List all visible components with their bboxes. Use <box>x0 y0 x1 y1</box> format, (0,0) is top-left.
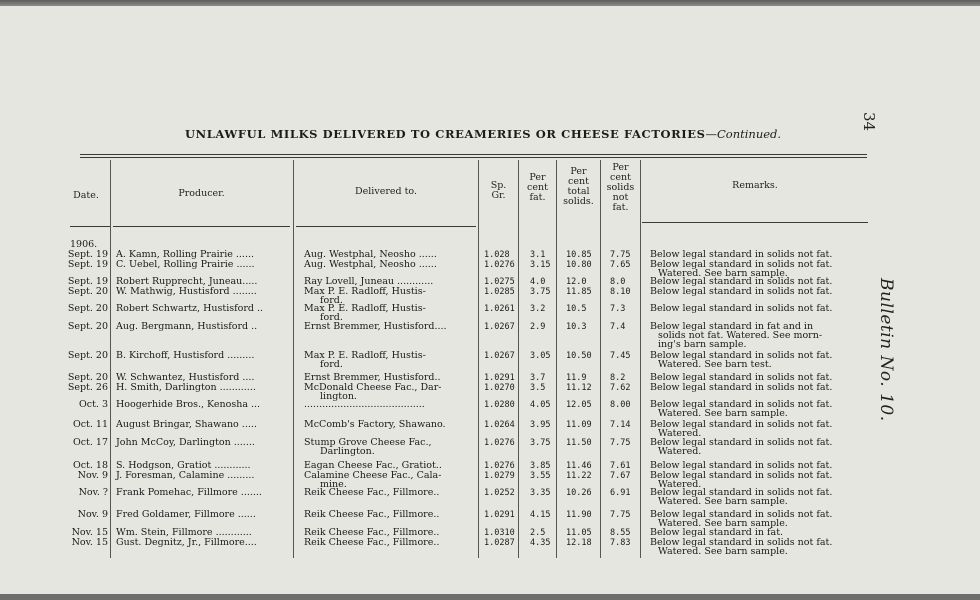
row-delivered-to: McComb's Factory, Shawano. <box>304 419 446 430</box>
row-percent-total-solids: 12.05 <box>566 400 592 410</box>
row-remarks: Watered. See barn sample. <box>658 408 788 419</box>
document-page <box>0 6 980 594</box>
row-percent-fat: 3.85 <box>530 461 551 471</box>
row-percent-fat: 3.5 <box>530 383 546 393</box>
row-date: Sept. 19 <box>67 276 108 287</box>
row-percent-total-solids: 10.50 <box>566 351 592 361</box>
row-delivered-to: Max P. E. Radloff, Hustis- <box>304 350 426 361</box>
row-producer: Robert Schwartz, Hustisford .. <box>116 303 264 314</box>
row-date: Nov. 9 <box>77 470 108 481</box>
row-date: Sept. 20 <box>67 350 108 361</box>
header-bottom-rule <box>70 226 110 227</box>
row-specific-gravity: 1.0291 <box>484 373 515 383</box>
row-specific-gravity: 1.0287 <box>484 538 515 548</box>
row-percent-total-solids: 12.18 <box>566 538 592 548</box>
header-fat-line: cent <box>527 182 548 193</box>
row-remarks: Below legal standard in solids not fat. <box>650 259 833 270</box>
row-percent-solids-not-fat: 7.65 <box>610 260 631 270</box>
row-date: Sept. 19 <box>67 249 108 260</box>
row-percent-fat: 3.05 <box>530 351 551 361</box>
row-producer: Wm. Stein, Fillmore ............ <box>116 527 252 538</box>
column-divider <box>640 160 641 558</box>
row-percent-solids-not-fat: 8.10 <box>610 287 631 297</box>
header-fat-line: fat. <box>529 192 546 203</box>
row-delivered-to: Calamine Cheese Fac., Cala- <box>304 470 442 481</box>
row-percent-total-solids: 11.50 <box>566 438 592 448</box>
row-percent-fat: 3.2 <box>530 304 546 314</box>
header-percent-fat <box>519 173 556 203</box>
row-producer: W. Mathwig, Hustisford ........ <box>116 286 257 297</box>
column-divider <box>556 160 557 558</box>
row-percent-solids-not-fat: 6.91 <box>610 488 631 498</box>
row-producer: Aug. Bergmann, Hustisford .. <box>116 321 258 332</box>
row-remarks: Watered. <box>658 479 702 490</box>
column-divider <box>478 160 479 558</box>
row-percent-solids-not-fat: 7.62 <box>610 383 631 393</box>
column-divider <box>293 160 294 558</box>
row-remarks: Watered. See barn sample. <box>658 546 788 557</box>
page-title <box>185 127 781 141</box>
row-remarks: Watered. See barn sample. <box>658 518 788 529</box>
row-percent-fat: 4.15 <box>530 510 551 520</box>
row-remarks: Below legal standard in solids not fat. <box>650 487 833 498</box>
row-producer: J. Foresman, Calamine ......... <box>116 470 255 481</box>
row-delivered-to: Ray Lovell, Juneau ............ <box>304 276 434 287</box>
header-solids-line: cent <box>568 176 589 187</box>
row-date: Oct. 3 <box>78 399 108 410</box>
row-date: Sept. 26 <box>67 382 108 393</box>
page-number: 34 <box>860 112 878 132</box>
row-percent-total-solids: 11.90 <box>566 510 592 520</box>
header-specific-gravity <box>479 181 518 201</box>
row-remarks: Watered. See barn sample. <box>658 496 788 507</box>
row-date: Nov. ? <box>78 487 108 498</box>
row-date: Oct. 17 <box>72 437 108 448</box>
row-remarks: Below legal standard in fat. <box>650 527 784 538</box>
row-delivered-to: Darlington. <box>320 446 375 457</box>
row-delivered-to: Reik Cheese Fac., Fillmore.. <box>304 527 440 538</box>
row-date: Sept. 19 <box>67 259 108 270</box>
header-remarks: Remarks. <box>732 180 778 191</box>
row-specific-gravity: 1.0264 <box>484 420 515 430</box>
title-text: UNLAWFUL MILKS DELIVERED TO CREAMERIES OR CHEESE FACTORIES <box>185 127 706 141</box>
row-delivered-to: Eagan Cheese Fac., Gratiot.. <box>304 460 442 471</box>
row-percent-solids-not-fat: 7.75 <box>610 250 631 260</box>
row-specific-gravity: 1.0261 <box>484 304 515 314</box>
row-remarks: ing's barn sample. <box>658 339 747 350</box>
header-snf-line: solids <box>606 182 635 193</box>
row-remarks: Below legal standard in solids not fat. <box>650 470 833 481</box>
row-percent-solids-not-fat: 7.4 <box>610 322 626 332</box>
row-percent-solids-not-fat: 7.67 <box>610 471 631 481</box>
header-snf-line: cent <box>610 172 631 183</box>
row-percent-solids-not-fat: 8.2 <box>610 373 626 383</box>
row-percent-total-solids: 11.05 <box>566 528 592 538</box>
row-percent-total-solids: 12.0 <box>566 277 587 287</box>
row-date: Nov. 9 <box>77 509 108 520</box>
row-date: Sept. 20 <box>67 286 108 297</box>
row-specific-gravity: 1.0310 <box>484 528 515 538</box>
row-remarks: Below legal standard in solids not fat. <box>650 460 833 471</box>
header-snf-line: Per <box>612 162 629 173</box>
row-date: Oct. 11 <box>72 419 108 430</box>
row-producer: Gust. Degnitz, Jr., Fillmore.... <box>116 537 257 548</box>
row-delivered-to: Reik Cheese Fac., Fillmore.. <box>304 537 440 548</box>
row-delivered-to: ford. <box>320 359 343 370</box>
row-delivered-to: McDonald Cheese Fac., Dar- <box>304 382 442 393</box>
row-percent-total-solids: 11.9 <box>566 373 587 383</box>
row-remarks: Below legal standard in solids not fat. <box>650 276 833 287</box>
row-specific-gravity: 1.0267 <box>484 351 515 361</box>
header-snf-line: fat. <box>612 202 629 213</box>
row-specific-gravity: 1.0252 <box>484 488 515 498</box>
header-bottom-rule <box>296 226 476 227</box>
row-percent-fat: 3.15 <box>530 260 551 270</box>
header-top-rule <box>80 154 867 155</box>
header-date: Date. <box>73 190 99 201</box>
row-delivered-to: Max P. E. Radloff, Hustis- <box>304 286 426 297</box>
row-date: Oct. 18 <box>72 460 108 471</box>
row-percent-total-solids: 10.80 <box>566 260 592 270</box>
row-percent-solids-not-fat: 8.55 <box>610 528 631 538</box>
column-divider <box>600 160 601 558</box>
row-percent-total-solids: 11.46 <box>566 461 592 471</box>
row-remarks: Below legal standard in solids not fat. <box>650 399 833 410</box>
row-percent-fat: 2.9 <box>530 322 546 332</box>
row-specific-gravity: 1.0276 <box>484 260 515 270</box>
header-bottom-rule <box>642 222 868 223</box>
row-remarks: Below legal standard in solids not fat. <box>650 509 833 520</box>
header-producer: Producer. <box>178 188 225 199</box>
row-producer: Fred Goldamer, Fillmore ...... <box>116 509 256 520</box>
row-remarks: Below legal standard in solids not fat. <box>650 303 833 314</box>
row-date: Sept. 20 <box>67 372 108 383</box>
row-percent-fat: 4.05 <box>530 400 551 410</box>
row-specific-gravity: 1.0279 <box>484 471 515 481</box>
header-solids-line: solids. <box>563 196 594 207</box>
row-date: Nov. 15 <box>71 527 108 538</box>
row-remarks: Below legal standard in solids not fat. <box>650 286 833 297</box>
header-solids-line: total <box>567 186 590 197</box>
row-delivered-to: Aug. Westphal, Neosho ...... <box>304 249 437 260</box>
row-percent-fat: 4.0 <box>530 277 546 287</box>
row-percent-fat: 3.35 <box>530 488 551 498</box>
row-percent-fat: 4.35 <box>530 538 551 548</box>
row-date: Nov. 15 <box>71 537 108 548</box>
row-delivered-to: ........................................ <box>304 399 425 410</box>
row-remarks: Below legal standard in solids not fat. <box>650 419 833 430</box>
row-producer: C. Uebel, Rolling Prairie ...... <box>116 259 255 270</box>
header-bottom-rule <box>113 226 290 227</box>
row-delivered-to: Ernst Bremmer, Hustisford.. <box>304 372 441 383</box>
row-percent-solids-not-fat: 8.0 <box>610 277 626 287</box>
row-date: Sept. 20 <box>67 303 108 314</box>
row-specific-gravity: 1.0285 <box>484 287 515 297</box>
row-delivered-to: lington. <box>320 391 357 402</box>
row-percent-total-solids: 10.26 <box>566 488 592 498</box>
row-producer: John McCoy, Darlington ....... <box>116 437 255 448</box>
row-remarks: Below legal standard in solids not fat. <box>650 437 833 448</box>
row-delivered-to: Max P. E. Radloff, Hustis- <box>304 303 426 314</box>
row-delivered-to: ford. <box>320 295 343 306</box>
row-specific-gravity: 1.028 <box>484 250 510 260</box>
row-remarks: solids not fat. Watered. See morn- <box>658 330 823 341</box>
row-producer: Robert Rupprecht, Juneau..... <box>116 276 258 287</box>
row-percent-total-solids: 10.85 <box>566 250 592 260</box>
year-label: 1906. <box>70 239 98 250</box>
row-delivered-to: mine. <box>320 479 347 490</box>
row-producer: H. Smith, Darlington ............ <box>116 382 256 393</box>
header-percent-solids-not-fat <box>601 163 640 213</box>
row-percent-solids-not-fat: 7.61 <box>610 461 631 471</box>
row-date: Sept. 20 <box>67 321 108 332</box>
row-percent-solids-not-fat: 7.83 <box>610 538 631 548</box>
row-producer: W. Schwantez, Hustisford .... <box>116 372 255 383</box>
row-specific-gravity: 1.0275 <box>484 277 515 287</box>
row-specific-gravity: 1.0270 <box>484 383 515 393</box>
header-solids-line: Per <box>570 166 587 177</box>
row-delivered-to: Ernst Bremmer, Hustisford.... <box>304 321 447 332</box>
header-top-rule-2 <box>80 157 867 158</box>
row-remarks: Below legal standard in fat and in <box>650 321 814 332</box>
row-remarks: Below legal standard in solids not fat. <box>650 372 833 383</box>
row-remarks: Below legal standard in solids not fat. <box>650 350 833 361</box>
row-percent-total-solids: 10.5 <box>566 304 587 314</box>
row-percent-fat: 2.5 <box>530 528 546 538</box>
row-remarks: Watered. See barn sample. <box>658 268 788 279</box>
row-remarks: Watered. <box>658 428 702 439</box>
row-producer: August Bringar, Shawano ..... <box>116 419 257 430</box>
row-remarks: Below legal standard in solids not fat. <box>650 249 833 260</box>
header-fat-line: Per <box>529 172 546 183</box>
row-percent-total-solids: 11.22 <box>566 471 592 481</box>
row-percent-solids-not-fat: 7.14 <box>610 420 631 430</box>
row-delivered-to: ford. <box>320 312 343 323</box>
row-delivered-to: Aug. Westphal, Neosho ...... <box>304 259 437 270</box>
header-sp-line: Gr. <box>491 190 506 201</box>
header-snf-line: not <box>612 192 629 203</box>
header-percent-total-solids <box>557 167 600 207</box>
row-percent-fat: 3.75 <box>530 438 551 448</box>
row-remarks: Below legal standard in solids not fat. <box>650 537 833 548</box>
header-delivered: Delivered to. <box>355 186 417 197</box>
row-producer: Frank Pomehac, Fillmore ....... <box>116 487 262 498</box>
row-specific-gravity: 1.0267 <box>484 322 515 332</box>
row-specific-gravity: 1.0276 <box>484 438 515 448</box>
row-percent-fat: 3.1 <box>530 250 546 260</box>
column-divider <box>518 160 519 558</box>
row-percent-fat: 3.7 <box>530 373 546 383</box>
row-producer: A. Kamn, Rolling Prairie ...... <box>116 249 255 260</box>
row-producer: S. Hodgson, Gratiot ............ <box>116 460 251 471</box>
row-percent-total-solids: 11.85 <box>566 287 592 297</box>
row-remarks: Watered. See barn test. <box>658 359 772 370</box>
row-remarks: Below legal standard in solids not fat. <box>650 382 833 393</box>
row-percent-fat: 3.95 <box>530 420 551 430</box>
header-sp-line: Sp. <box>490 180 507 191</box>
row-producer: B. Kirchoff, Hustisford ......... <box>116 350 255 361</box>
row-delivered-to: Reik Cheese Fac., Fillmore.. <box>304 487 440 498</box>
row-specific-gravity: 1.0280 <box>484 400 515 410</box>
row-percent-fat: 3.55 <box>530 471 551 481</box>
row-remarks: Watered. <box>658 446 702 457</box>
row-percent-total-solids: 10.3 <box>566 322 587 332</box>
title-suffix: —Continued. <box>705 127 782 141</box>
row-delivered-to: Reik Cheese Fac., Fillmore.. <box>304 509 440 520</box>
row-percent-solids-not-fat: 7.75 <box>610 510 631 520</box>
row-percent-total-solids: 11.09 <box>566 420 592 430</box>
row-percent-fat: 3.75 <box>530 287 551 297</box>
row-producer: Hoogerhide Bros., Kenosha ... <box>116 399 261 410</box>
row-specific-gravity: 1.0276 <box>484 461 515 471</box>
row-percent-solids-not-fat: 7.3 <box>610 304 626 314</box>
row-specific-gravity: 1.0291 <box>484 510 515 520</box>
row-percent-solids-not-fat: 7.45 <box>610 351 631 361</box>
column-divider <box>110 160 111 558</box>
bulletin-side-label: Bulletin No. 10. <box>876 278 896 422</box>
row-percent-total-solids: 11.12 <box>566 383 592 393</box>
row-delivered-to: Stump Grove Cheese Fac., <box>304 437 432 448</box>
row-percent-solids-not-fat: 8.00 <box>610 400 631 410</box>
row-percent-solids-not-fat: 7.75 <box>610 438 631 448</box>
